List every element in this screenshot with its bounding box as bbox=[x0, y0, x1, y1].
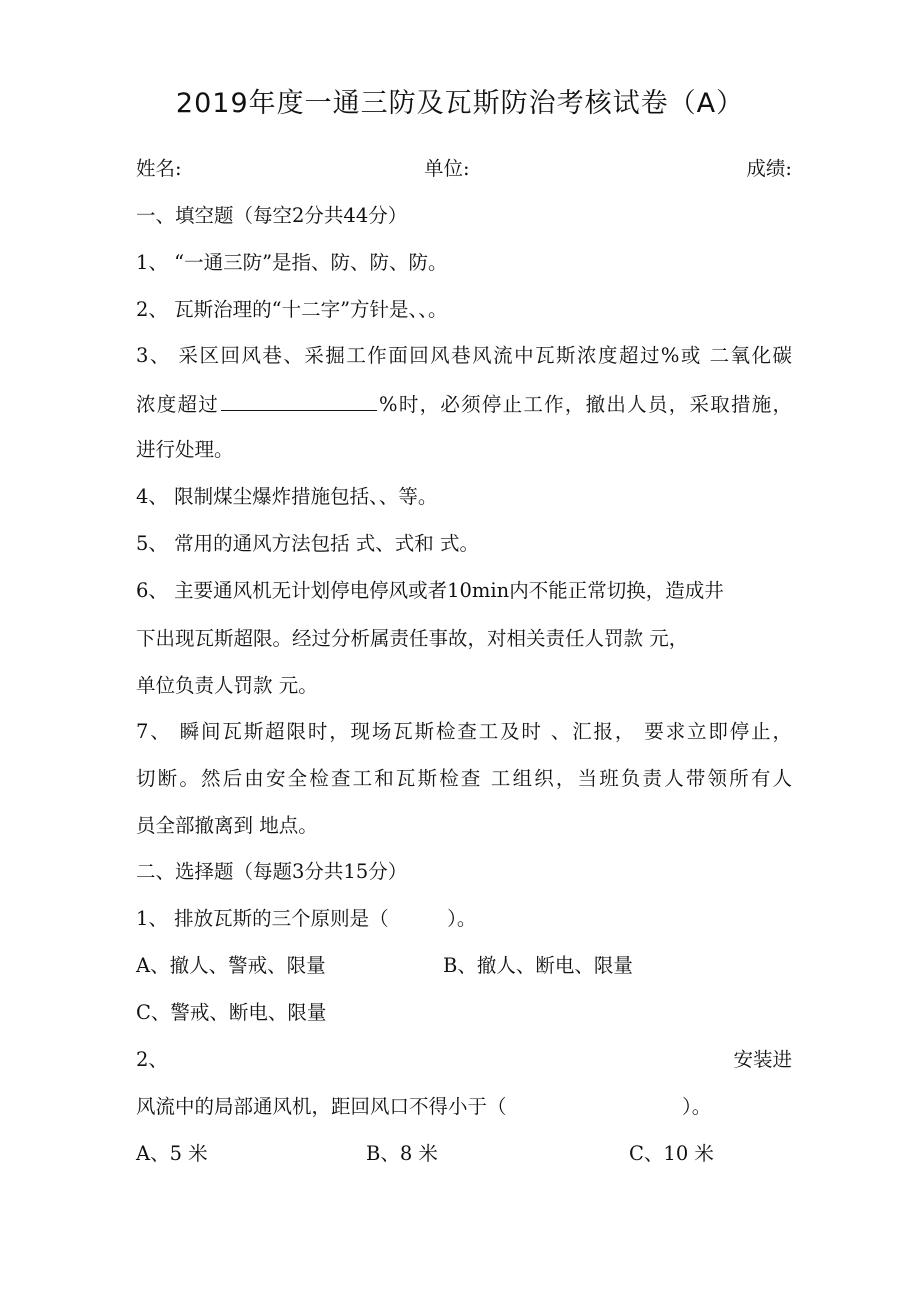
question-2-1-option-a: A、撤人、警戒、限量 bbox=[136, 954, 326, 977]
question-2-2-line-2: 风流中的局部通风机，距回风口不得小于（ ）。 bbox=[136, 1095, 712, 1118]
question-1-6-line-1: 6、 主要通风机无计划停电停风或者10min内不能正常切换，造成井 bbox=[136, 579, 724, 602]
question-1-1: 1、 “一通三防”是指、防、防、防。 bbox=[136, 251, 448, 274]
question-1-7-line-2: 切断。然后由安全检查工和瓦斯检查 工组织，当班负责人带领所有人 bbox=[136, 767, 792, 790]
name-label: 姓名: bbox=[136, 157, 182, 180]
question-1-7-line-1: 7、 瞬间瓦斯超限时，现场瓦斯检查工及时 、汇报， 要求立即停止， bbox=[136, 720, 792, 743]
question-2-2-option-b: B、8 米 bbox=[366, 1142, 438, 1165]
question-2-2-line-1-end: 安装进 bbox=[733, 1048, 792, 1071]
question-2-1: 1、 排放瓦斯的三个原则是（ ）。 bbox=[136, 907, 477, 930]
question-2-2-number: 2、 bbox=[136, 1048, 168, 1071]
answer-blank bbox=[221, 390, 377, 411]
question-1-4: 4、 限制煤尘爆炸措施包括、、等。 bbox=[136, 485, 438, 508]
question-1-3-line-1: 3、 采区回风巷、采掘工作面回风巷风流中瓦斯浓度超过%或 二氧化碳 bbox=[136, 344, 792, 367]
question-1-3-text-before: 浓度超过 bbox=[136, 393, 220, 416]
question-1-5: 5、 常用的通风方法包括 式、式和 式。 bbox=[136, 532, 480, 555]
question-1-3-line-3: 进行处理。 bbox=[136, 438, 234, 461]
question-1-6-line-3: 单位负责人罚款 元。 bbox=[136, 674, 318, 697]
question-1-2: 2、 瓦斯治理的“十二字”方针是、、。 bbox=[136, 298, 448, 321]
question-2-2-option-c: C、10 米 bbox=[629, 1142, 714, 1165]
question-1-7-line-3: 员全部撤离到 地点。 bbox=[136, 814, 318, 837]
section-1-heading: 一、填空题（每空2分共44分） bbox=[136, 204, 408, 227]
question-2-1-option-b: B、撤人、断电、限量 bbox=[443, 954, 633, 977]
unit-label: 单位: bbox=[424, 157, 470, 180]
score-label: 成绩: bbox=[746, 157, 792, 180]
question-1-6-line-2: 下出现瓦斯超限。经过分析属责任事故，对相关责任人罚款 元， bbox=[136, 627, 689, 650]
page-title: 2019年度一通三防及瓦斯防治考核试卷（A） bbox=[175, 88, 745, 119]
question-2-2-option-a: A、5 米 bbox=[136, 1142, 208, 1165]
question-1-3-text-after: %时，必须停止工作，撤出人员，采取措施， bbox=[379, 393, 792, 416]
question-1-3-line-2 bbox=[136, 390, 792, 418]
question-2-1-option-c: C、警戒、断电、限量 bbox=[136, 1001, 327, 1024]
section-2-heading: 二、选择题（每题3分共15分） bbox=[136, 860, 408, 883]
